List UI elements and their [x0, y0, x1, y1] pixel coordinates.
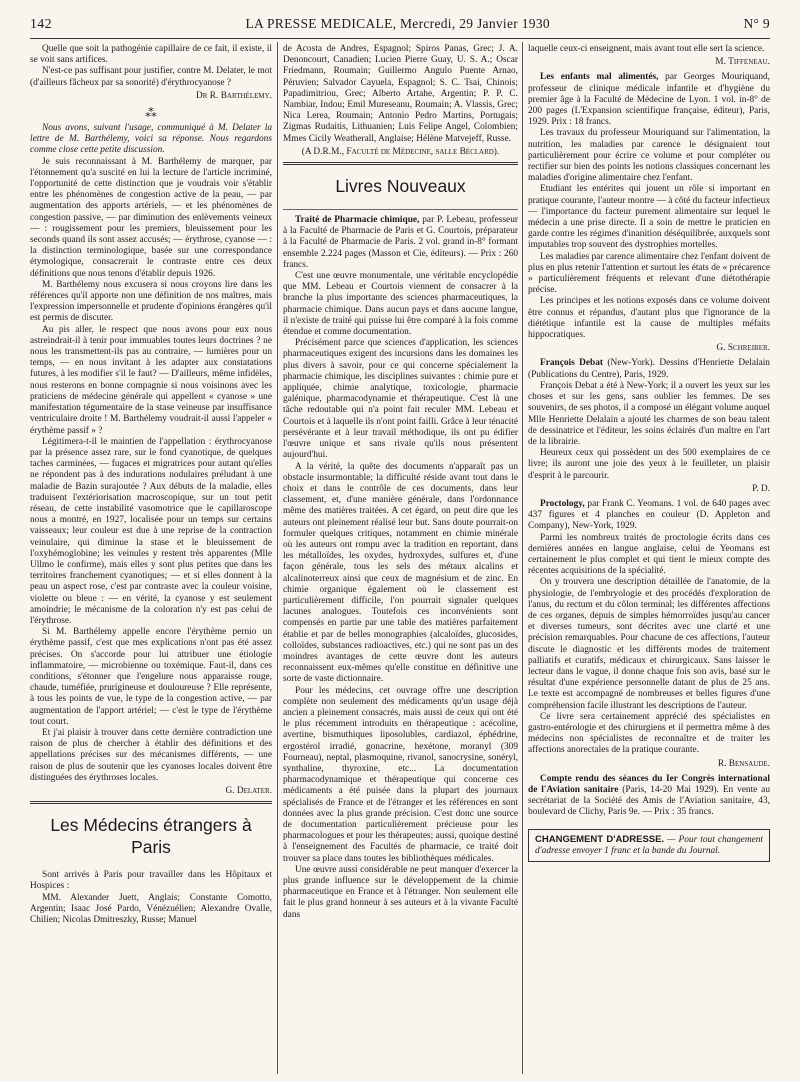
column-middle	[283, 44, 518, 1074]
paragraph: Les travaux du professeur Mouriquand sur l'alimentation, la nutrition, les maladies par carence le désignaient tout particulièrement pour écrire ce volume et pour compléter ou rectifier sur bien des points les notions classiques concernant les maladies d'origine alimentaire chez l'enfant.	[528, 128, 770, 184]
section-rule	[30, 801, 272, 804]
book-title: Compte rendu des séances du Ier Congrès international de l'Aviation sanitaire	[528, 773, 770, 795]
journal-title: LA PRESSE MEDICALE, Mercredi, 29 Janvier 1930	[245, 16, 550, 31]
asterism: ⁂	[145, 106, 157, 121]
paragraph: Parmi les nombreux traités de proctologie écrits dans ces dernières années en langue anglaise, celui de Yeomans est certainement le plus complet et qui tient le mieux compte des récentes acquisitions de la spécialité.	[528, 532, 770, 577]
column-divider	[522, 42, 523, 1074]
book-details: (Paris, 14-20 Mai 1929). En vente au secrétariat de la Société des Amis de l'Aviation sanitaire, 43, boulevard de Clichy, Paris 9e. — Prix : 35 francs.	[528, 785, 770, 818]
paragraph: Et j'ai plaisir à trouver dans cette dernière contradiction une raison de plus de chercher à établir des définitions et des appellations précises sur des mécanismes différents, — une raison de plus de soutenir que les cyanoses locales doivent être distinguées des érythroses locales.	[30, 727, 272, 783]
source-note: (A D.R.M., Faculté de Médecine, salle Béclard).	[301, 146, 500, 157]
book-details: par Frank C. Yeomans. 1 vol. de 640 pages avec 437 figures et 4 planches en couleur (D. Appleton and Company), New-York, 1929.	[528, 498, 770, 532]
paragraph: Etudiant les entérites qui jouent un rôle si important en pratique courante, l'auteur montre — à côté du facteur infectieux — l'importance du facteur purement alimentaire sur lequel le médecin a une prise directe. Il a soin de mettre le praticien en garde contre les régimes d'inanition déséquilibrée, auxquels sont imputables trop souvent des dystrophies mortelles.	[528, 184, 770, 251]
book-entry	[528, 72, 770, 128]
paragraph: Légitimera-t-il le maintien de l'appellation : érythrocyanose par la présence assez rare, sur le fond cyanotique, de quelques taches carminées, — fugaces et migratrices pour autant qu'elles ne répondent pas à des indurations nodulaires préludant à une maladie de Bazin surajoutée ? Aux débuts de la maladie, elles traduisent l'extériorisation macroscopique, sur un tout petit réseau, de cette instabilité vasomotrice que le capillaroscope nous a montré, en 1927, localisée pour un temps sur certains vaisseaux; leur couleur est due à une reprise de la contraction veinulaire, qui diminue la stase et le bleuissement de l'oxyhémoglobine; les veinules y restent très apparentes (Mlle Ullmo le confirme), mais elles y sont plus petites que dans les territoires franchement cyanotiques; — et si elles donnent à la peau un aspect rose, c'est par contraste avec la couleur voisine, violette ou bleue : — en vérité, la cyanose y est seulement amoindrie; le mécanisme de la coloration n'y est pas celui de l'érythrose.	[30, 436, 272, 626]
signature: G. Delater.	[225, 786, 272, 796]
signature: P. D.	[752, 483, 770, 494]
paragraph: Une œuvre aussi considérable ne peut manquer d'exercer la plus grande influence sur le développement de la chimie pharmaceutique en France et à l'étranger. Non seulement elle fait le plus grand honneur à ses auteurs et à la vivante Faculté dans	[283, 864, 518, 920]
paragraph: Sont arrivés à Paris pour travailler dans les Hôpitaux et Hospices :	[30, 870, 272, 892]
book-entry	[528, 774, 770, 819]
column-divider	[277, 42, 278, 1074]
book-entry	[528, 358, 770, 380]
paragraph: A la vérité, la quête des documents n'apparaît pas un obstacle insurmontable; la difficulté réside avant tout dans le choix et dans le contrôle de ces documents, dans leur classement, et, d'une manière générale, dans l'ordonnance même des matières traitées. A cet égard, on peut dire que les auteurs ont pleinement réalisé leur but. Sans doute pourrait-on formuler quelques critiques, notamment en chimie minérale où les auteurs ont rompu avec la tradition en reportant, dans les métalloïdes, les oxydes, hydroxydes, sulfures et, d'une façon générale, tous les sels des métaux alcalins et alcalinoterreux ainsi que ceux de magnésium et de zinc. En chimie organique également où le classement est particulièrement difficile, l'on pourrait signaler quelques lacunes analogues. Toutefois ces inconvénients sont compensés en partie par une table des matières parfaitement établie et par de belles monographies (alcaloïdes, glucosides, colloïdes, substances radioactives, etc.) qui ne sont pas un des moindres avantages de cette œuvre dont les auteurs reconnaissent eux-mêmes qu'elle constitue en définitive une sorte de vaste dictionnaire.	[283, 461, 518, 685]
paragraph: N'est-ce pas suffisant pour justifier, contre M. Delater, le mot (d'ailleurs fâcheux par sa sonorité) d'érythrocyanose ?	[30, 66, 272, 88]
column-left	[30, 44, 272, 1074]
paragraph: M. Barthélemy nous excusera si nous croyons lire dans les références qu'il apporte non une définition de nos maîtres, mais l'expression impersonnelle et prudente d'opinions érangères qu'il est permis de discuter.	[30, 279, 272, 324]
book-title: Traité de Pharmacie chimique,	[295, 215, 420, 226]
book-details: (New-York). Dessins d'Henriette Delalain (Publications du Centre), Paris, 1929.	[528, 358, 770, 380]
book-entry	[528, 499, 770, 533]
book-title: Les enfants mal alimentés,	[540, 72, 659, 83]
book-title: Proctology,	[540, 498, 585, 509]
page-number: 142	[30, 17, 52, 32]
signature: G. Schreiber.	[716, 343, 770, 354]
paragraph: Quelle que soit la pathogénie capillaire de ce fait, il existe, il se voit sans artifices.	[30, 44, 272, 66]
paragraph: Précisément parce que sciences d'application, les sciences pharmaceutiques exigent des incursions dans les domaines les plus divers à savoir, pour ce qui concerne spécialement la pharmacie chimique, les disciplines suivantes : chimie pure et appliquée, chimie analytique, toxicologie, pharmacie galénique, pharmacodynamie et thérapeutique. C'est là une tâche redoutable qui n'a point fait reculer MM. Lebeau et Courtois et à laquelle ils n'ont point failli. Grâce à leur ténacité persévérante et à leur travail méthodique, ils ont pu édifier l'œuvre unique et sans rivale qu'ils nous présentent aujourd'hui.	[283, 338, 518, 461]
paragraph: Pour les médecins, cet ouvrage offre une description complète non seulement des médicaments qu'un usage déjà ancien a pleinement consacrés, mais aussi de ceux qui ont été le plus récemment introduits en thérapeutique : acécoline, avertine, bismuthiques liposolubles, cardiazol, éphédrine, ergostérol irradié, gonacrine, hexétone, moranyl (309 Fourneau), neptal, plasmoquine, rivanol, sanocrysine, sonéryl, synthaline, thyroxine, etc... La documentation pharmacodynamique et thérapeutique qui concerne ces médicaments a été puisée dans la plupart des journaux spécialisés de France et de l'étranger et les références en sont données avec la plus grande précision. C'est donc une source de documentation particulièrement précieuse pour les pharmacologues et pour les thérapeutes; aussi, quoique destiné à l'enseignement des Facultés de pharmacie, ce traité doit trouver sa place dans toutes les bibliothèques médicales.	[283, 685, 518, 864]
divider	[283, 209, 518, 210]
book-details: par P. Lebeau, professeur à la Faculté de Pharmacie de Paris et G. Courtois, préparateur à la Faculté de Pharmacie de Paris. 2 vol. grand in-8° formant ensemble 2.224 pages (Masson et Cie, éditeurs). — Prix : 260 francs.	[283, 215, 518, 270]
paragraph: François Debat a été à New-York; il a ouvert les yeux sur les choses et sur les gens, sans oublier les femmes. De ses souvenirs, de ses photos, il a composé un élégant volume auquel Mlle Henriette Delalain a ajouté les charmes de son beau talent de dessinatrice et l'éditeur, les soins éclairés d'un maître en l'art de la librairie.	[528, 380, 770, 447]
paragraph: Si M. Barthélemy appelle encore l'érythème pernio un érythème passif, c'est que mes explications n'ont pas été assez précises. On s'accorde pour lui attribuer une étiologie inflammatoire, — microbienne ou toxémique. Faut-il, dans ces conditions, s'étonner que l'engelure nous apparaisse rouge, chaude, tuméfiée, prurigineuse et douloureuse ? Elle représente, à tous les points de vue, le type de la congestion active, — par augmentation de l'apport artériel; — c'est le type de l'érythème tout court.	[30, 627, 272, 727]
book-entry	[283, 215, 518, 271]
header-rule	[30, 38, 770, 39]
paragraph: Heureux ceux qui possèdent un des 500 exemplaires de ce livre; ils auront une joie des yeux à le feuilleter, un plaisir d'esprit à le parcourir.	[528, 448, 770, 481]
signature: M. Tiffeneau.	[715, 57, 770, 68]
editorial-note: Nous avons, suivant l'usage, communiqué à M. Delater la lettre de M. Barthélemy, voici sa réponse. Nous regardons comme close cette petite discussion.	[30, 123, 272, 156]
address-change-notice	[528, 829, 770, 862]
paragraph: C'est une œuvre monumentale, une véritable encyclopédie que MM. Lebeau et Courtois viennent de consacrer à la branche la plus importante des sciences pharmaceutiques, la pharmacie chimique. Dans aucun pays et dans aucune langue, il n'existe de traité qui puisse lui être comparé à la fois comme étendue et comme documentation.	[283, 271, 518, 338]
issue-number: N° 9	[743, 16, 770, 31]
notice-title: CHANGEMENT D'ADRESSE.	[535, 833, 665, 845]
book-title: François Debat	[540, 358, 604, 369]
paragraph: Au pis aller, le respect que nous avons pour eux nous astreindrait-il à tenir pour immuables toutes leurs doctrines ? ne nous les transmettent-ils pas au contraire, — lumières pour un temps, — en nous invitant à les adapter aux constatations futures, à les modifier s'il le faut? — D'ailleurs, même infidèles, nous resterons en bonne compagnie si nous voisinons avec les praticiens de médecine générale qui appellent « cyanose » une manifestation tégumentaire de la stase veineuse par insuffisance ventriculaire droite ! M. Barthélemy voudrait-il aussi l'appeler « érythème passif » ?	[30, 324, 272, 436]
section-title: Les Médecins étrangers à Paris	[50, 815, 252, 858]
signature: R. Bensaude.	[717, 758, 770, 769]
paragraph: On y trouvera une description détaillée de l'anatomie, de la physiologie, de l'embryologie et des procédés d'exploration de l'anus, du rectum et du côlon terminal; les différentes affections de ces organes, depuis de simples hémorroïdes jusqu'au cancer et diverses tumeurs, sont décrites avec une clarté et une précision remarquables. Pour chacune de ces affections, l'auteur discute le diagnostic et les différents modes de traitement palliatifs et curatifs, médicaux et chirurgicaux. Sans laisser le lecteur dans le vague, il donne chaque fois son avis, basé sur le résultat d'une expérience personnelle datant de plus de 25 ans. Le texte est accompagné de nombreuses et belles figures d'une compréhension facile illustrant les descriptions de l'auteur.	[528, 577, 770, 711]
section-title: Livres Nouveaux	[335, 176, 466, 197]
paragraph: de Acosta de Andres, Espagnol; Spiros Panas, Grec; J. A. Denoncourt, Canadien; Lucien Pierre Guay, U. S. A.; Oscar Friedmann, Roumain; Guillermo Angulo Puente Arnao, Péruvien; Salvador Cayuela, Espagnol; S. C. Tsai, Chinois; Papadimitriou, Grec; Alberto Artahe, Argentin; P. P. C. Nambiar, Indou; Emil Mureseanu, Roumain; A. Vlassis, Grec; Nica Lerea, Roumain; Antonio Pedro Martins, Portugais; Zigmas Rudaitis, Lithuanien; Luis Felipe Angel, Colombien; Mmes Cicily Weatherall, Anglaise; Hélène Matvejeff, Russe.	[283, 44, 518, 144]
paragraph: laquelle ceux-ci enseignent, mais avant tout elle sert la science.	[528, 44, 765, 54]
signature: Dr R. Barthélemy.	[196, 90, 272, 101]
column-right	[528, 44, 770, 1074]
section-rule	[283, 162, 518, 165]
paragraph: Je suis reconnaissant à M. Barthélemy de marquer, par l'étonnement qu'a suscité en lui la lecture de l'article incriminé, l'opportunité de cette distinction que je voudrais voir s'établir entre les phénomènes de congestion active de la peau, — par augmentation des apports artériels, — et les phénomènes de congestion passive, — par diminution des enlèvements veineux — : rougissement pour les premiers, bleuissement pour les seconds quand ils sont assez accusés; — érythrose, cyanose — : la distinction terminologique, basée sur une correspondance étymologique, consacrerait le contraste entre ces deux définitions que nous tenons d'établir depuis 1926.	[30, 156, 272, 279]
paragraph: Ce livre sera certainement apprécié des spécialistes en gastro-entérologie et des chirurgiens et il permettra même à des médecins non spécialistes de reconnaître et de traiter les affections anorectales de la pratique courante.	[528, 711, 770, 756]
page-header	[30, 16, 770, 36]
notice-text: — Pour tout changement d'adresse envoyer 1 franc et la bande du Journal.	[535, 834, 763, 856]
book-details: par Georges Mouriquand, professeur de clinique médicale infantile et d'hygiène du premier âge à la Faculté de Médecine de Lyon. 1 vol. in-8° de 200 pages (L'Expansion scientifique française, éditeur), Paris, 1929. Prix : 18 francs.	[528, 72, 770, 128]
paragraph: MM. Alexander Juett, Anglais; Constante Comotto, Argentin; Isaac José Pardo, Vénézuélien; Alexandre Ovalle, Chilien; Nicolas Dmitreszky, Russe; Manuel	[30, 892, 272, 926]
paragraph: Les maladies par carence alimentaire chez l'enfant doivent de plus en plus retenir l'attention et surtout les états de « précarence » particulièrement fréquents et relevant d'une diétothérapie précise.	[528, 251, 770, 296]
paragraph: Les principes et les notions exposés dans ce volume doivent être connus et répandus, d'autant plus que l'ignorance de la diététique infantile est la cause de multiples méfaits hippocratiques.	[528, 296, 770, 341]
